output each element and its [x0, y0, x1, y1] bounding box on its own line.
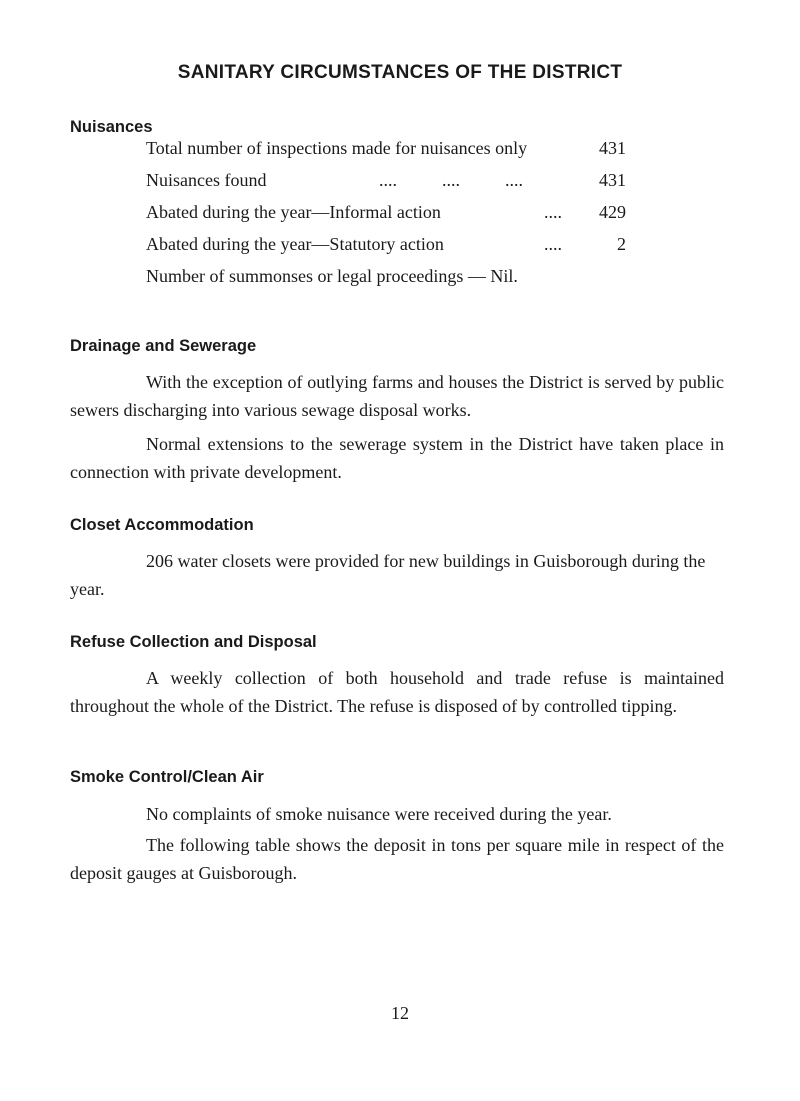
smoke-heading: Smoke Control/Clean Air — [70, 768, 264, 786]
stat-label: Total number of inspections made for nuisances only — [146, 138, 528, 158]
nuisances-row-summonses — [146, 264, 626, 288]
stat-label: Number of summonses or legal proceedings — Nil. — [146, 266, 518, 286]
stat-leader-dots: .... — [544, 202, 562, 222]
refuse-paragraph: A weekly collection of both household and trade refuse is maintained throughout the whole of the District. The refuse is disposed of by controlled tipping. — [70, 668, 724, 716]
refuse-heading: Refuse Collection and Disposal — [70, 633, 317, 651]
closet-heading: Closet Accommodation — [70, 516, 254, 534]
page-title: SANITARY CIRCUMSTANCES OF THE DISTRICT — [177, 62, 623, 83]
stat-value: 431 — [599, 170, 626, 190]
nuisances-heading: Nuisances — [70, 118, 153, 136]
smoke-paragraph-1: No complaints of smoke nuisance were received during the year. — [146, 804, 612, 824]
nuisances-row-abated-informal — [146, 200, 626, 224]
page-number: 12 — [391, 1003, 409, 1023]
drainage-paragraph-2: Normal extensions to the sewerage system in the District have taken place in connection with private development. — [70, 434, 724, 482]
nuisances-row-inspections — [146, 136, 626, 160]
nuisances-row-abated-statutory — [146, 232, 626, 256]
closet-paragraph: 206 water closets were provided for new buildings in Guisborough during the year. — [70, 551, 706, 599]
drainage-heading: Drainage and Sewerage — [70, 337, 257, 355]
stat-leader-dots: .... .... .... — [379, 170, 523, 190]
smoke-paragraph-2: The following table shows the deposit in tons per square mile in respect of the deposit gauges at Guisborough. — [70, 835, 724, 883]
stat-label: Abated during the year—Statutory action — [146, 234, 444, 254]
stat-leader-dots: .... — [544, 234, 562, 254]
nuisances-row-found — [146, 168, 626, 192]
stat-value: 431 — [599, 138, 626, 158]
stat-label: Nuisances found — [146, 170, 267, 190]
stat-label: Abated during the year—Informal action — [146, 202, 441, 222]
stat-value: 2 — [617, 234, 626, 254]
drainage-paragraph-1: With the exception of outlying farms and houses the District is served by public sewers discharging into various sewage disposal works. — [70, 372, 724, 420]
stat-value: 429 — [599, 202, 626, 222]
